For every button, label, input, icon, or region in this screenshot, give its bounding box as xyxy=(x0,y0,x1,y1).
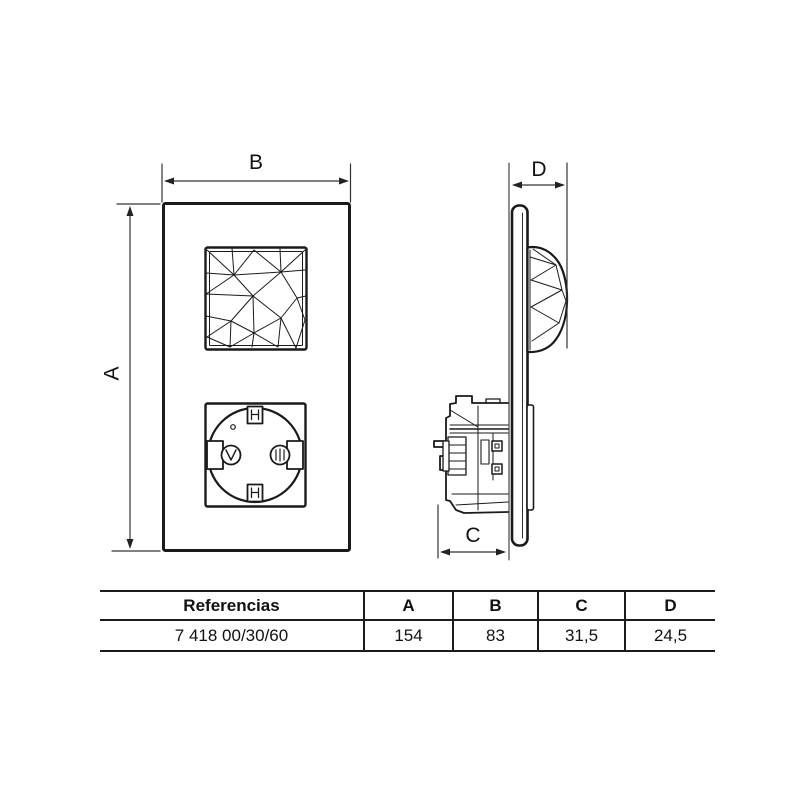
cell-reference: 7 418 00/30/60 xyxy=(100,620,364,651)
switch-rocker-front xyxy=(206,248,307,350)
cover-plate-side xyxy=(512,206,528,546)
table-row xyxy=(100,620,715,651)
dimension-label-d: D xyxy=(531,158,547,181)
header-referencias: Referencias xyxy=(100,591,364,620)
header-b: B xyxy=(453,591,538,620)
dimension-label-b: B xyxy=(248,151,263,174)
earth-clip-bottom xyxy=(248,485,263,502)
mechanism-side xyxy=(434,396,508,513)
dimension-label-a: A xyxy=(100,366,124,381)
earth-clip-top xyxy=(248,407,263,424)
switch-knob-side xyxy=(528,247,568,352)
table-header-row xyxy=(100,591,715,620)
dimension-label-c: C xyxy=(465,524,481,547)
socket-face-side xyxy=(527,405,534,510)
side-view-drawing xyxy=(434,163,567,560)
cell-b-value: 83 xyxy=(453,620,538,651)
header-d: D xyxy=(625,591,715,620)
cell-a-value: 154 xyxy=(364,620,453,651)
front-view-drawing xyxy=(164,204,350,551)
socket-pin-hole-left xyxy=(222,446,241,465)
cell-d-value: 24,5 xyxy=(625,620,715,651)
header-c: C xyxy=(538,591,625,620)
schuko-socket-front xyxy=(206,404,306,507)
dimension-table xyxy=(100,590,715,652)
cell-c-value: 31,5 xyxy=(538,620,625,651)
header-a: A xyxy=(364,591,453,620)
